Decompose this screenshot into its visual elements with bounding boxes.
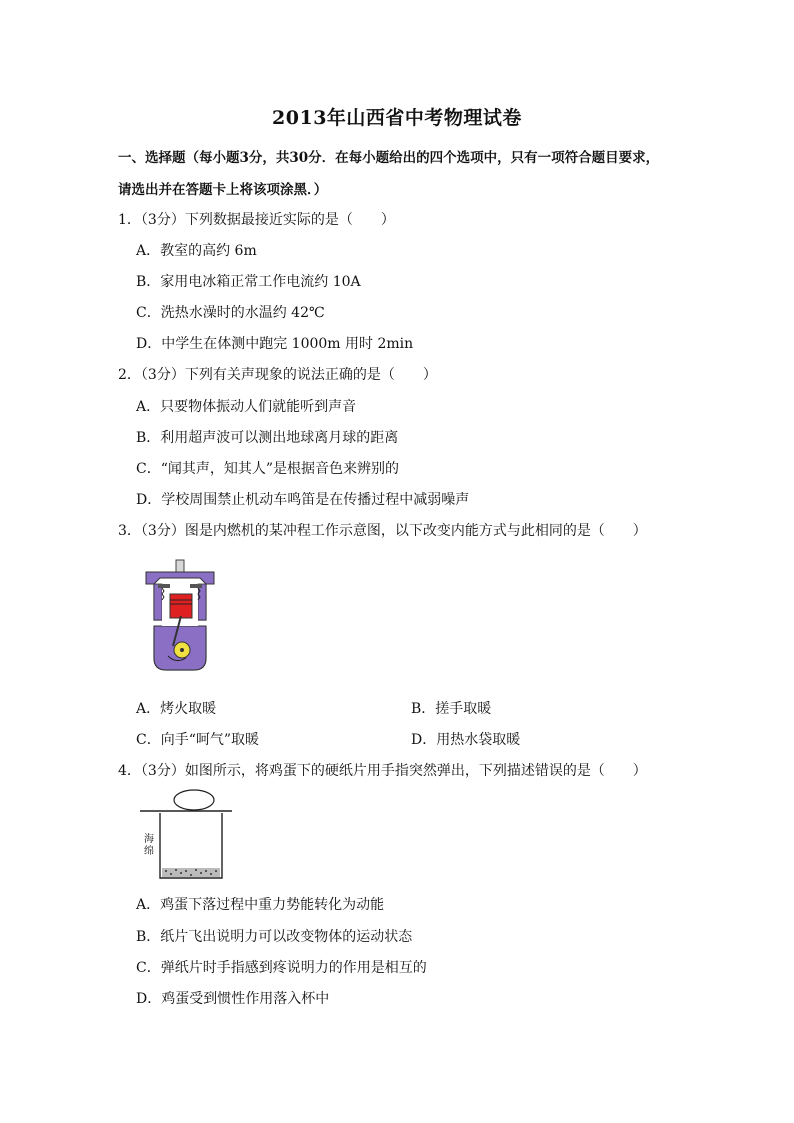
question-1-stem: 1．（3分）下列数据最接近实际的是（ ） — [118, 212, 395, 228]
question-1-option-d: D．中学生在体测中跑完 1000m 用时 2min — [136, 336, 414, 352]
section-heading-line1: 一、选择题（每小题3分，共30分．在每小题给出的四个选项中，只有一项符合题目要求， — [118, 150, 660, 166]
question-4-stem: 4．（3分）如图所示，将鸡蛋下的硬纸片用手指突然弹出，下列描述错误的是（ ） — [118, 763, 647, 779]
question-3-option-d: D．用热水袋取暖 — [411, 732, 521, 748]
question-2-option-b: B．利用超声波可以测出地球离月球的距离 — [136, 430, 399, 446]
egg-cup-figure — [136, 786, 236, 882]
question-1-option-a: A．教室的高约 6m — [136, 243, 257, 259]
question-3-option-c: C．向手“呵气”取暖 — [136, 732, 260, 748]
question-3-option-a: A．烤火取暖 — [136, 701, 217, 717]
question-4-option-c: C．弹纸片时手指感到疼说明力的作用是相互的 — [136, 960, 427, 976]
question-2-option-d: D．学校周围禁止机动车鸣笛是在传播过程中减弱噪声 — [136, 492, 470, 508]
question-4-option-a: A．鸡蛋下落过程中重力势能转化为动能 — [136, 897, 385, 913]
question-3-stem: 3．（3分）图是内燃机的某冲程工作示意图，以下改变内能方式与此相同的是（ ） — [118, 523, 647, 539]
question-4-option-d: D．鸡蛋受到惯性作用落入杯中 — [136, 991, 330, 1007]
page-title: 2013年山西省中考物理试卷 — [272, 107, 522, 129]
question-4-option-b: B．纸片飞出说明力可以改变物体的运动状态 — [136, 929, 413, 945]
question-1-option-b: B．家用电冰箱正常工作电流约 10A — [136, 274, 361, 290]
question-1-option-c: C．洗热水澡时的水温约 42℃ — [136, 305, 325, 321]
section-heading-line2: 请选出并在答题卡上将该项涂黑．） — [118, 182, 328, 198]
question-2-option-a: A．只要物体振动人们就能听到声音 — [136, 399, 357, 415]
sponge-label: 海绵 — [144, 834, 154, 857]
question-2-option-c: C．“闻其声，知其人”是根据音色来辨别的 — [136, 461, 400, 477]
question-2-stem: 2．（3分）下列有关声现象的说法正确的是（ ） — [118, 367, 437, 383]
question-3-option-b: B．搓手取暖 — [411, 701, 492, 717]
engine-stroke-figure — [140, 558, 220, 674]
